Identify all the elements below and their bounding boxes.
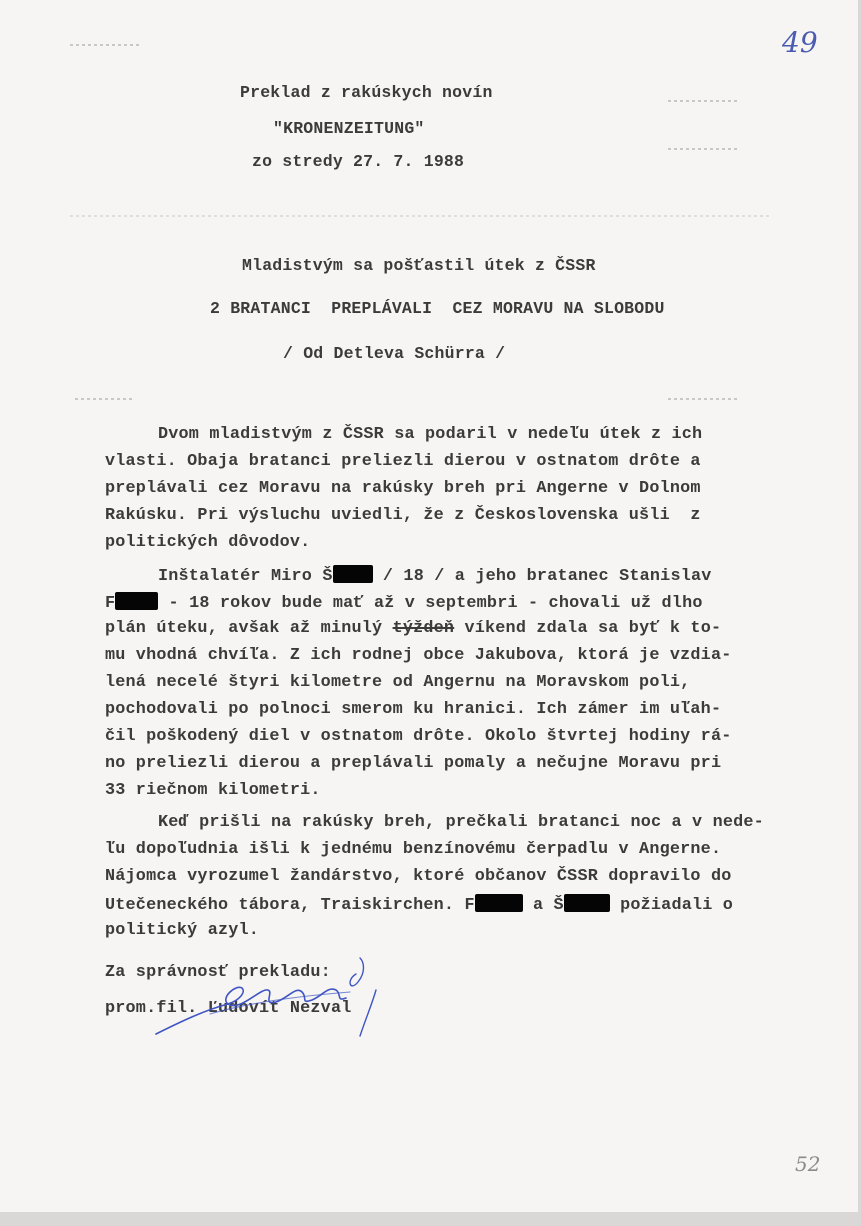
paragraph2-line: mu vhodná chvíľa. Z ich rodnej obce Jakubova, ktorá je vzdia- xyxy=(105,646,732,665)
paragraph2-line: čil poškodený diel v ostnatom drôte. Okolo štvrtej hodiny rá- xyxy=(105,727,732,746)
paragraph3-line: politický azyl. xyxy=(105,921,260,940)
scan-artifact-line xyxy=(668,148,738,150)
page-number-bottom: 52 xyxy=(795,1152,821,1176)
paragraph2-line: pochodovali po polnoci smerom ku hranici. Ich zámer im uľah- xyxy=(105,700,722,719)
translator-name: prom.fil. Ľudovít Nezval xyxy=(105,999,352,1018)
scan-artifact-line xyxy=(668,398,738,400)
paragraph3-line: ľu dopoľudnia išli k jednému benzínovému čerpadlu v Angerne. xyxy=(105,840,722,859)
header-newspaper-name: "KRONENZEITUNG" xyxy=(273,119,425,138)
redaction-box xyxy=(115,592,158,610)
paragraph1-line: preplávali cez Moravu na rakúsky breh pri Angerne v Dolnom xyxy=(105,479,701,498)
redaction-box xyxy=(564,894,610,912)
redaction-box xyxy=(475,894,523,912)
paragraph1-line: Rakúsku. Pri výsluchu uviedli, že z Československa ušli z xyxy=(105,506,701,525)
article-subtitle: Mladistvým sa pošťastil útek z ČSSR xyxy=(242,256,596,275)
paragraph1-line: politických dôvodov. xyxy=(105,533,311,552)
handwritten-signature xyxy=(150,952,390,1042)
paragraph2-line: 33 riečnom kilometri. xyxy=(105,781,321,800)
paragraph3-line xyxy=(105,894,733,916)
text-segment: - 18 rokov bude mať až v septembri - chovali už dlho xyxy=(158,594,703,613)
text-segment: a Š xyxy=(522,896,564,915)
header-date: zo stredy 27. 7. 1988 xyxy=(252,152,465,171)
certification-label: Za správnosť prekladu: xyxy=(105,963,331,982)
paragraph3-line: Keď prišli na rakúsky breh, prečkali bratanci noc a v nede- xyxy=(158,813,764,832)
text-segment: Utečeneckého tábora, Traiskirchen. F xyxy=(105,896,475,915)
text-segment: víkend zdala sa byť k to- xyxy=(454,619,722,638)
article-headline: 2 BRATANCI PREPLÁVALI CEZ MORAVU NA SLOBODU xyxy=(210,299,665,318)
scan-artifact-line xyxy=(70,215,770,217)
article-byline: / Od Detleva Schürra / xyxy=(283,344,506,363)
paragraph3-line: Nájomca vyrozumel žandárstvo, ktoré občanov ČSSR dopravilo do xyxy=(105,867,732,886)
scan-artifact-line xyxy=(75,398,135,400)
struck-out-word: týždeň xyxy=(392,619,455,638)
paragraph1-line: vlasti. Obaja bratanci preliezli dierou v ostnatom drôte a xyxy=(105,452,701,471)
paragraph1-line: Dvom mladistvým z ČSSR sa podaril v nedeľu útek z ich xyxy=(158,425,703,444)
paragraph2-line xyxy=(105,619,721,639)
header-source-line: Preklad z rakúskych novín xyxy=(240,83,493,102)
text-segment: plán úteku, avšak až minulý xyxy=(105,619,393,638)
paragraph2-line: no preliezli dierou a preplávali pomaly a nečujne Moravu pri xyxy=(105,754,722,773)
paragraph2-line: lená necelé štyri kilometre od Angernu na Moravskom poli, xyxy=(105,673,691,692)
text-segment: / 18 / a jeho bratanec Stanislav xyxy=(372,567,712,586)
page-number-top: 49 xyxy=(782,26,818,59)
text-segment: požiadali o xyxy=(609,896,734,915)
text-segment: F xyxy=(105,594,116,613)
scan-artifact-line xyxy=(70,44,140,46)
scan-artifact-line xyxy=(668,100,738,102)
paragraph2-line xyxy=(105,592,703,614)
redaction-box xyxy=(333,565,373,583)
paragraph2-line xyxy=(158,565,712,587)
text-segment: Inštalatér Miro Š xyxy=(158,567,333,586)
